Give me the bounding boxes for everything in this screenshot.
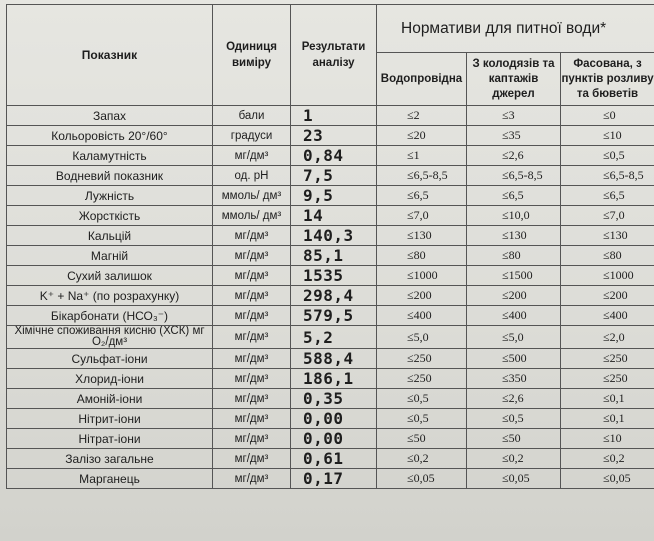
row-norm-bottled: ≤200 — [561, 286, 654, 306]
row-value: 0,17 — [291, 469, 377, 489]
row-norm-bottled: ≤1000 — [561, 266, 654, 286]
row-norm-tap: ≤6,5-8,5 — [377, 166, 467, 186]
header-norm-bottled: Фасована, з пунктів розливу та бюветів — [561, 53, 654, 106]
row-norm-bottled: ≤0,1 — [561, 409, 654, 429]
table-body — [7, 106, 654, 489]
row-name: Нітрат-іони — [7, 429, 213, 449]
row-norm-well: ≤0,05 — [467, 469, 561, 489]
row-value: 140,3 — [291, 226, 377, 246]
header-norm-well: З колодязів та каптажів джерел — [467, 53, 561, 106]
row-norm-well: ≤400 — [467, 306, 561, 326]
row-name: Сухий залишок — [7, 266, 213, 286]
row-name: Магній — [7, 246, 213, 266]
row-norm-tap: ≤130 — [377, 226, 467, 246]
row-value: 1535 — [291, 266, 377, 286]
row-norm-tap: ≤7,0 — [377, 206, 467, 226]
row-norm-well: ≤500 — [467, 349, 561, 369]
row-norm-tap: ≤250 — [377, 369, 467, 389]
row-name: Жорсткість — [7, 206, 213, 226]
row-name: Марганець — [7, 469, 213, 489]
row-value: 85,1 — [291, 246, 377, 266]
row-norm-well: ≤1500 — [467, 266, 561, 286]
table-row — [7, 349, 654, 369]
row-norm-tap: ≤2 — [377, 106, 467, 126]
table-row — [7, 286, 654, 306]
row-norm-bottled: ≤130 — [561, 226, 654, 246]
row-norm-tap: ≤200 — [377, 286, 467, 306]
row-norm-well: ≤0,5 — [467, 409, 561, 429]
table-row — [7, 206, 654, 226]
row-value: 1 — [291, 106, 377, 126]
row-unit: мг/дм³ — [213, 306, 291, 326]
table-row — [7, 469, 654, 489]
row-norm-bottled: ≤250 — [561, 369, 654, 389]
row-name: Хлорид-іони — [7, 369, 213, 389]
row-norm-bottled: ≤250 — [561, 349, 654, 369]
row-norm-well: ≤350 — [467, 369, 561, 389]
row-name: Лужність — [7, 186, 213, 206]
table-row — [7, 106, 654, 126]
row-norm-well: ≤6,5 — [467, 186, 561, 206]
row-unit: мг/дм³ — [213, 349, 291, 369]
row-name: Нітрит-іони — [7, 409, 213, 429]
row-unit: градуси — [213, 126, 291, 146]
table-row — [7, 166, 654, 186]
row-norm-bottled: ≤0,2 — [561, 449, 654, 469]
row-norm-well: ≤10,0 — [467, 206, 561, 226]
row-norm-tap: ≤0,2 — [377, 449, 467, 469]
row-norm-tap: ≤50 — [377, 429, 467, 449]
row-norm-bottled: ≤10 — [561, 126, 654, 146]
row-value: 5,2 — [291, 326, 377, 349]
row-norm-tap: ≤20 — [377, 126, 467, 146]
row-value: 7,5 — [291, 166, 377, 186]
table-row — [7, 429, 654, 449]
row-norm-well: ≤6,5-8,5 — [467, 166, 561, 186]
row-norm-bottled: ≤6,5-8,5 — [561, 166, 654, 186]
header-unit: Одиниця виміру — [213, 5, 291, 106]
header-norms-title: Нормативи для питної води* — [377, 5, 654, 53]
table-row — [7, 409, 654, 429]
row-norm-bottled: ≤400 — [561, 306, 654, 326]
row-name: Сульфат-іони — [7, 349, 213, 369]
row-value: 0,84 — [291, 146, 377, 166]
row-value: 186,1 — [291, 369, 377, 389]
row-unit: мг/дм³ — [213, 449, 291, 469]
row-name: Кольоровість 20°/60° — [7, 126, 213, 146]
row-norm-well: ≤50 — [467, 429, 561, 449]
row-unit: ммоль/ дм³ — [213, 206, 291, 226]
row-norm-bottled: ≤0,1 — [561, 389, 654, 409]
row-norm-tap: ≤1 — [377, 146, 467, 166]
row-norm-well: ≤2,6 — [467, 389, 561, 409]
row-unit: мг/дм³ — [213, 469, 291, 489]
row-name: Каламутність — [7, 146, 213, 166]
row-norm-bottled: ≤10 — [561, 429, 654, 449]
row-norm-bottled: ≤0,5 — [561, 146, 654, 166]
row-norm-tap: ≤80 — [377, 246, 467, 266]
row-value: 588,4 — [291, 349, 377, 369]
row-value: 579,5 — [291, 306, 377, 326]
row-name: Бікарбонати (НСО₃⁻) — [7, 306, 213, 326]
row-norm-well: ≤0,2 — [467, 449, 561, 469]
row-norm-well: ≤35 — [467, 126, 561, 146]
row-norm-tap: ≤1000 — [377, 266, 467, 286]
table-row — [7, 146, 654, 166]
row-unit: мг/дм³ — [213, 266, 291, 286]
row-unit: ммоль/ дм³ — [213, 186, 291, 206]
header-param: Показник — [7, 5, 213, 106]
row-norm-bottled: ≤0 — [561, 106, 654, 126]
row-name: Водневий показник — [7, 166, 213, 186]
row-name: Амоній-іони — [7, 389, 213, 409]
row-norm-bottled: ≤7,0 — [561, 206, 654, 226]
row-norm-tap: ≤6,5 — [377, 186, 467, 206]
row-unit: мг/дм³ — [213, 146, 291, 166]
row-unit: мг/дм³ — [213, 409, 291, 429]
table-row — [7, 186, 654, 206]
table-row — [7, 266, 654, 286]
table-row — [7, 126, 654, 146]
row-norm-well: ≤3 — [467, 106, 561, 126]
table-row — [7, 226, 654, 246]
row-norm-well: ≤5,0 — [467, 326, 561, 349]
row-value: 0,61 — [291, 449, 377, 469]
row-norm-tap: ≤0,05 — [377, 469, 467, 489]
header-result: Результати аналізу — [291, 5, 377, 106]
row-unit: мг/дм³ — [213, 286, 291, 306]
row-value: 14 — [291, 206, 377, 226]
row-value: 0,35 — [291, 389, 377, 409]
row-unit: мг/дм³ — [213, 226, 291, 246]
row-norm-bottled: ≤80 — [561, 246, 654, 266]
row-norm-well: ≤130 — [467, 226, 561, 246]
row-norm-well: ≤2,6 — [467, 146, 561, 166]
table-row — [7, 246, 654, 266]
row-norm-tap: ≤250 — [377, 349, 467, 369]
row-norm-tap: ≤0,5 — [377, 409, 467, 429]
table-row — [7, 389, 654, 409]
row-name: Хімічне споживання кисню (ХСК) мг O₂/дм³ — [7, 326, 213, 349]
table-row — [7, 306, 654, 326]
row-value: 0,00 — [291, 429, 377, 449]
row-unit: мг/дм³ — [213, 326, 291, 349]
row-unit: мг/дм³ — [213, 246, 291, 266]
row-norm-tap: ≤0,5 — [377, 389, 467, 409]
row-unit: бали — [213, 106, 291, 126]
row-unit: мг/дм³ — [213, 389, 291, 409]
row-value: 23 — [291, 126, 377, 146]
row-norm-well: ≤200 — [467, 286, 561, 306]
table-row — [7, 369, 654, 389]
row-value: 0,00 — [291, 409, 377, 429]
row-norm-bottled: ≤2,0 — [561, 326, 654, 349]
row-name: Залізо загальне — [7, 449, 213, 469]
row-norm-bottled: ≤0,05 — [561, 469, 654, 489]
row-norm-well: ≤80 — [467, 246, 561, 266]
row-name: Кальцій — [7, 226, 213, 246]
header-norm-tap: Водопровідна — [377, 53, 467, 106]
row-value: 9,5 — [291, 186, 377, 206]
row-unit: од. рН — [213, 166, 291, 186]
row-norm-tap: ≤5,0 — [377, 326, 467, 349]
water-analysis-table — [6, 4, 654, 489]
row-unit: мг/дм³ — [213, 429, 291, 449]
row-unit: мг/дм³ — [213, 369, 291, 389]
row-norm-bottled: ≤6,5 — [561, 186, 654, 206]
table-row — [7, 449, 654, 469]
row-value: 298,4 — [291, 286, 377, 306]
table-row — [7, 326, 654, 349]
row-name: Запах — [7, 106, 213, 126]
row-name: K⁺ + Na⁺ (по розрахунку) — [7, 286, 213, 306]
row-norm-tap: ≤400 — [377, 306, 467, 326]
